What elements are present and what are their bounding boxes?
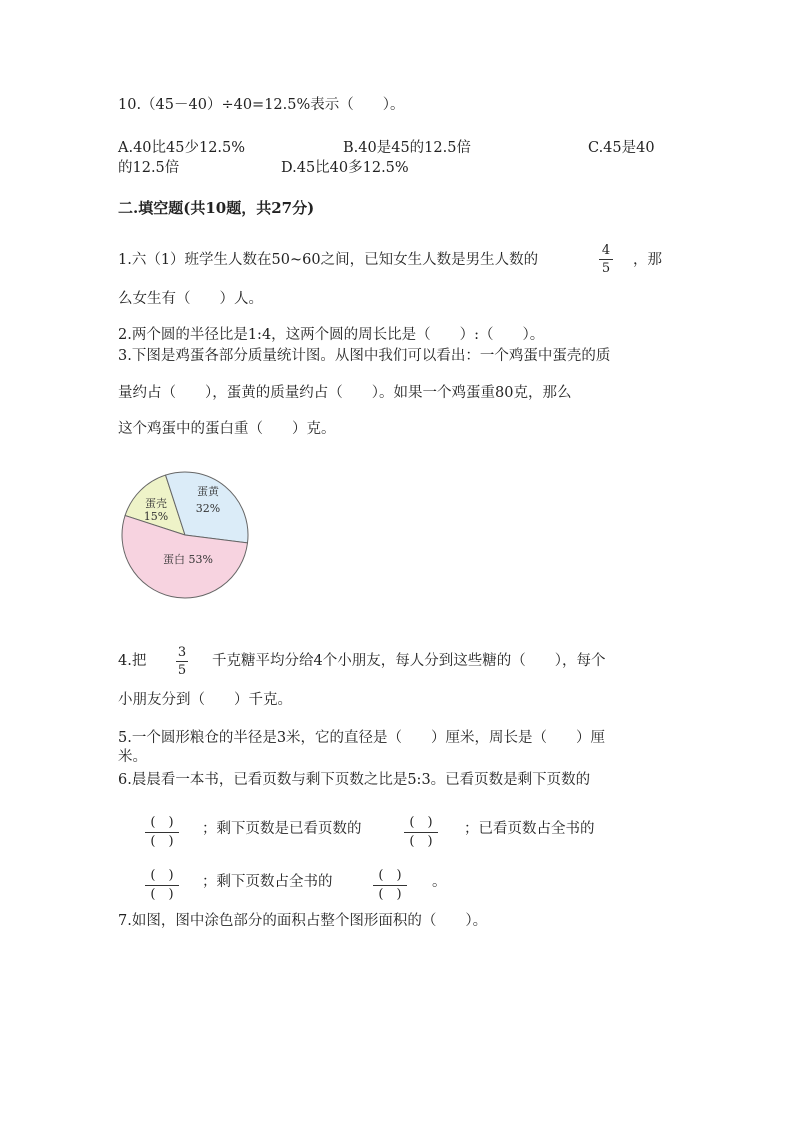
- fraction-bar: [373, 885, 407, 886]
- q1-text: 1.六（1）班学生人数在50~60之间，已知女生人数是男生人数的: [118, 252, 539, 268]
- section-title: 二.填空题(共10题，共27分): [118, 199, 315, 217]
- pie-value-1: 32%: [195, 502, 221, 515]
- q6-blank-fraction-2: [404, 815, 438, 850]
- q4-fraction-denominator: 5: [177, 663, 187, 678]
- q10-option-a: A.40比45少12.5%: [118, 140, 246, 156]
- q3-line2: 量约占（ ），蛋黄的质量约占（ ）。如果一个鸡蛋重80克，那么: [118, 385, 572, 401]
- q1-text-end: ，那: [633, 252, 662, 268]
- fraction-bar: [404, 832, 438, 833]
- blank-denominator: ( ): [150, 834, 174, 849]
- pie-label-0: 蛋壳: [145, 497, 167, 510]
- q6-text-4: 。: [432, 874, 447, 890]
- blank-denominator: ( ): [409, 834, 433, 849]
- q10-option-c: C.45是40: [588, 140, 655, 156]
- q3-line1: 3.下图是鸡蛋各部分质量统计图。从图中我们可以看出：一个鸡蛋中蛋壳的质: [118, 348, 611, 364]
- pie-label-1: 蛋黄: [197, 485, 219, 498]
- blank-numerator: ( ): [409, 815, 433, 830]
- fraction-bar: [145, 832, 179, 833]
- q5-line2: 米。: [118, 749, 147, 765]
- fraction-bar: [176, 661, 188, 662]
- q10-option-b: B.40是45的12.5倍: [343, 140, 471, 156]
- fraction-bar: [145, 885, 179, 886]
- q1-text-line2: 么女生有（ ）人。: [118, 291, 263, 307]
- q4-fraction-numerator: 3: [177, 645, 187, 660]
- q10-option-c-cont: 的12.5倍: [118, 160, 180, 176]
- q10-option-d: D.45比40多12.5%: [281, 160, 409, 176]
- q1-fraction-denominator: 5: [601, 261, 611, 276]
- q2-text: 2.两个圆的半径比是1:4，这两个圆的周长比是（ ）:（ ）。: [118, 327, 545, 343]
- q1-fraction-numerator: 4: [601, 243, 611, 258]
- pie-value-0: 15%: [143, 510, 169, 523]
- fraction-bar: [599, 259, 613, 260]
- q10-stem: 10.（45－40）÷40=12.5%表示（ ）。: [118, 97, 405, 113]
- q3-line3: 这个鸡蛋中的蛋白重（ ）克。: [118, 421, 336, 437]
- q6-blank-fraction-1: [145, 815, 179, 850]
- q4-line2: 小朋友分到（ ）千克。: [118, 692, 292, 708]
- blank-denominator: ( ): [378, 887, 402, 902]
- blank-denominator: ( ): [150, 887, 174, 902]
- q1-fraction: [599, 243, 613, 276]
- q4-fraction: [176, 645, 188, 678]
- q6-blank-fraction-4: [373, 868, 407, 903]
- blank-numerator: ( ): [150, 815, 174, 830]
- q4-text-start: 4.把: [118, 653, 147, 669]
- q6-text-2: ；已看页数占全书的: [464, 821, 595, 837]
- blank-numerator: ( ): [150, 868, 174, 883]
- q5-line1: 5.一个圆形粮仓的半径是3米，它的直径是（ ）厘米，周长是（ ）厘: [118, 730, 606, 746]
- egg-pie-chart: [118, 470, 258, 602]
- q7-text: 7.如图，图中涂色部分的面积占整个图形面积的（ ）。: [118, 913, 488, 929]
- q6-text-1: ；剩下页数是已看页数的: [202, 821, 362, 837]
- q6-text-3: ；剩下页数占全书的: [202, 874, 333, 890]
- pie-label-2: 蛋白 53%: [163, 553, 213, 566]
- q6-blank-fraction-3: [145, 868, 179, 903]
- blank-numerator: ( ): [378, 868, 402, 883]
- q6-line1: 6.晨晨看一本书，已看页数与剩下页数之比是5:3。已看页数是剩下页数的: [118, 772, 591, 788]
- q4-text: 千克糖平均分给4个小朋友，每人分到这些糖的（ ），每个: [212, 653, 606, 669]
